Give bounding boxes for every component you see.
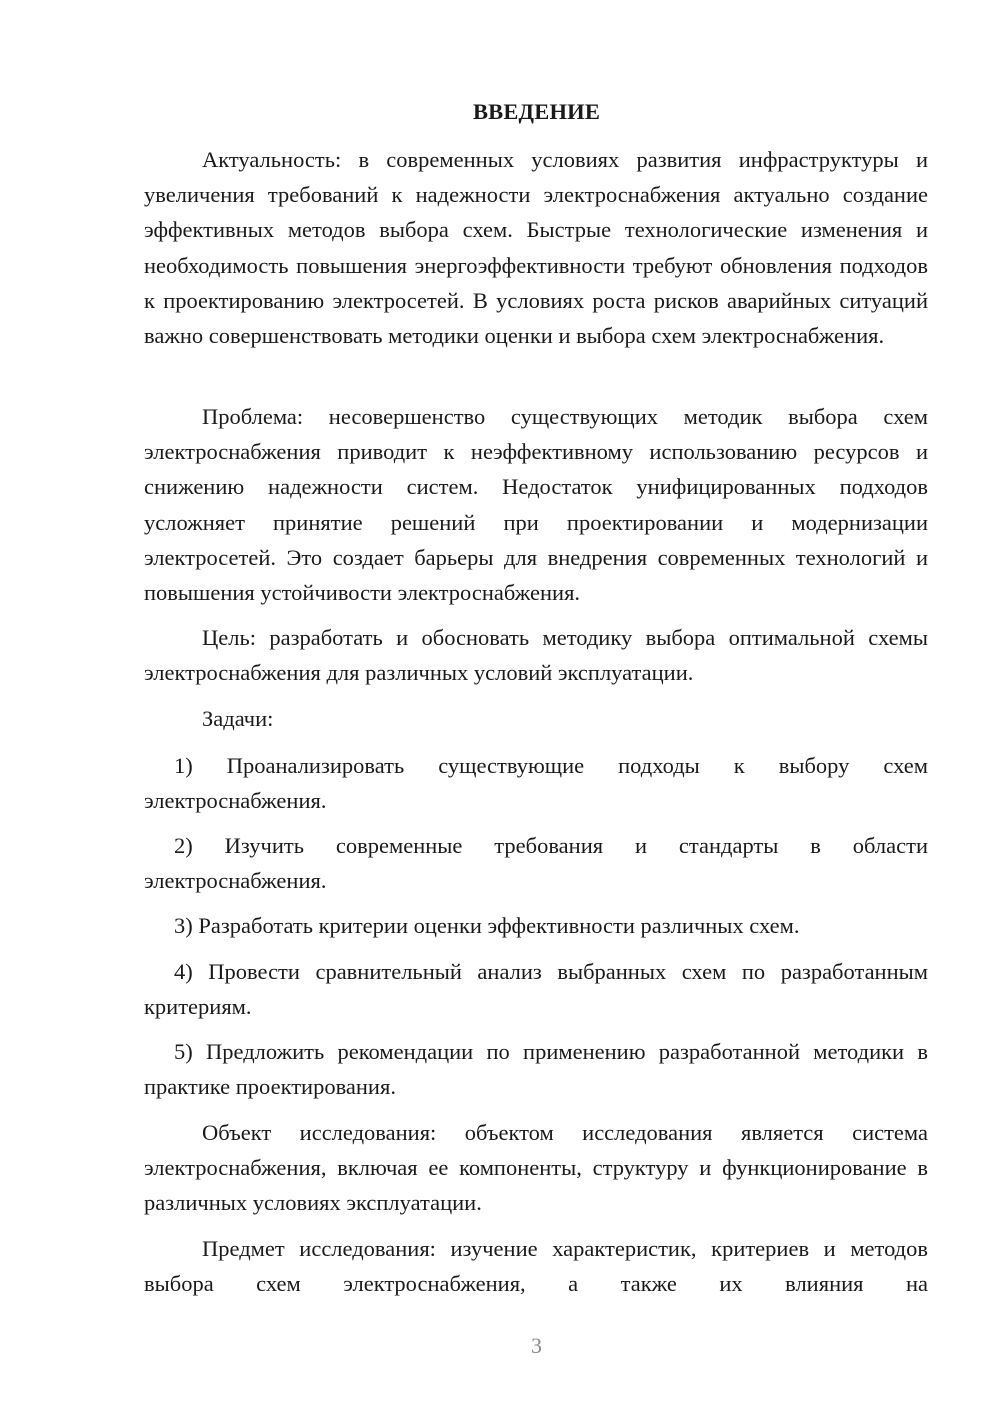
- section-title: ВВЕДЕНИЕ: [472, 99, 601, 124]
- task-3-block: [144, 908, 928, 943]
- tasks-heading-block: [144, 701, 928, 736]
- task-2-block: [144, 828, 928, 898]
- relevance-paragraph: Актуальность: в современных условиях развития инфраструктуры и увеличения требований к надежности электроснабжения актуально создание эффективных методов выбора схем. Быстрые технологические изменения и необходимость повышения энергоэффективности требуют обновления подходов к проектированию электросетей. В условиях роста рисков аварийных ситуаций важно совершенствовать методики оценки и выбора схем электроснабжения.: [144, 147, 928, 349]
- task-item: 4) Провести сравнительный анализ выбранных схем по разработанным критериям.: [144, 959, 928, 1020]
- subject-paragraph-block: [144, 1231, 928, 1301]
- task-item: 2) Изучить современные требования и стандарты в области электроснабжения.: [144, 833, 928, 894]
- goal-paragraph: Цель: разработать и обосновать методику выбора оптимальной схемы электроснабжения для различных условий эксплуатации.: [144, 625, 928, 686]
- tasks-heading: Задачи:: [202, 706, 274, 731]
- task-5-block: [144, 1034, 928, 1104]
- problem-paragraph: Проблема: несовершенство существующих методик выбора схем электроснабжения приводит к неэффективному использованию ресурсов и снижению надежности систем. Недостаток унифицированных подходов усложняет принятие решений при проектировании и модернизации электросетей. Это создает барьеры для внедрения современных технологий и повышения устойчивости электроснабжения.: [144, 404, 928, 606]
- task-item: 3) Разработать критерии оценки эффективности различных схем.: [174, 913, 800, 938]
- relevance-paragraph-block: [144, 142, 928, 353]
- task-item: 1) Проанализировать существующие подходы к выбору схем электроснабжения.: [144, 753, 928, 814]
- problem-paragraph-block: [144, 399, 928, 610]
- task-1-block: [144, 748, 928, 818]
- goal-paragraph-block: [144, 620, 928, 690]
- object-paragraph-block: [144, 1115, 928, 1221]
- task-4-block: [144, 954, 928, 1024]
- subject-paragraph: Предмет исследования: изучение характеристик, критериев и методов выбора схем электроснабжения, а также их влияния на: [144, 1236, 928, 1297]
- task-item: 5) Предложить рекомендации по применению разработанной методики в практике проектирования.: [144, 1039, 928, 1100]
- page-number: 3: [531, 1333, 542, 1358]
- object-paragraph: Объект исследования: объектом исследования является система электроснабжения, включая ее компоненты, структуру и функционирование в различных условиях эксплуатации.: [144, 1120, 928, 1216]
